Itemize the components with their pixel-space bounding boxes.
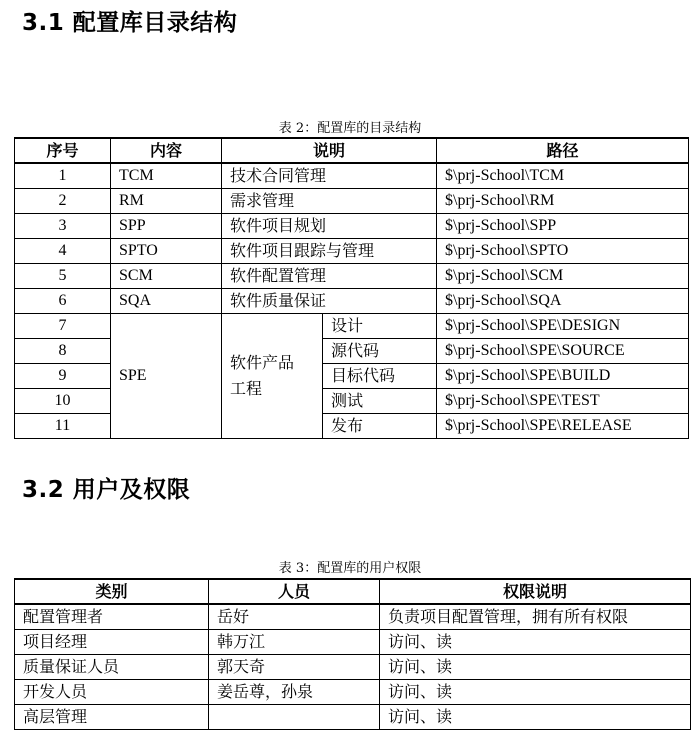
section-title-directory: 3.1 配置库目录结构: [22, 10, 238, 36]
table-header-row: [15, 138, 689, 163]
row-no: 7: [15, 313, 111, 338]
row-no: 8: [15, 338, 111, 363]
header-no: 序号: [15, 138, 111, 163]
row-no: 11: [15, 413, 111, 438]
row-no: 1: [15, 163, 111, 188]
row-subcategory: 测试: [323, 388, 437, 413]
table-header-row: [15, 579, 691, 604]
row-person: [209, 704, 380, 729]
row-no: 9: [15, 363, 111, 388]
table-row: [15, 288, 689, 313]
row-description: 软件质量保证: [222, 288, 437, 313]
row-category: 质量保证人员: [15, 654, 209, 679]
row-category: 配置管理者: [15, 604, 209, 629]
table-row: [15, 604, 691, 629]
row-path: $\prj-School\SPE\RELEASE: [437, 413, 689, 438]
table-row: [15, 679, 691, 704]
table2-caption: 表 2：配置库的目录结构: [278, 121, 422, 136]
row-path: $\prj-School\SPE\SOURCE: [437, 338, 689, 363]
table-row: [15, 163, 689, 188]
row-description: 软件项目规划: [222, 213, 437, 238]
spe-description: [222, 313, 323, 438]
header-description: 说明: [222, 138, 437, 163]
row-no: 4: [15, 238, 111, 263]
row-no: 6: [15, 288, 111, 313]
row-content: SPTO: [111, 238, 222, 263]
row-content: RM: [111, 188, 222, 213]
row-subcategory: 发布: [323, 413, 437, 438]
row-description: 软件配置管理: [222, 263, 437, 288]
row-permission: 访问、读: [380, 704, 691, 729]
row-permission: 负责项目配置管理，拥有所有权限: [380, 604, 691, 629]
header-permission: 权限说明: [380, 579, 691, 604]
row-path: $\prj-School\SPE\BUILD: [437, 363, 689, 388]
row-content: TCM: [111, 163, 222, 188]
row-content: SCM: [111, 263, 222, 288]
header-person: 人员: [209, 579, 380, 604]
table-row: [15, 238, 689, 263]
spe-description-line1: 软件产品: [230, 352, 295, 372]
row-category: 高层管理: [15, 704, 209, 729]
row-permission: 访问、读: [380, 629, 691, 654]
row-description: 需求管理: [222, 188, 437, 213]
row-path: $\prj-School\SQA: [437, 288, 689, 313]
row-path: $\prj-School\SPTO: [437, 238, 689, 263]
row-path: $\prj-School\SPE\DESIGN: [437, 313, 689, 338]
row-category: 开发人员: [15, 679, 209, 704]
row-description: 软件项目跟踪与管理: [222, 238, 437, 263]
table3-caption: 表 3：配置库的用户权限: [278, 561, 422, 576]
row-path: $\prj-School\SPP: [437, 213, 689, 238]
table-row: [15, 263, 689, 288]
user-permission-table: [14, 578, 691, 730]
table-row: [15, 704, 691, 729]
spe-content: SPE: [111, 313, 222, 438]
row-path: $\prj-School\SPE\TEST: [437, 388, 689, 413]
table-row: [15, 213, 689, 238]
row-path: $\prj-School\RM: [437, 188, 689, 213]
row-subcategory: 设计: [323, 313, 437, 338]
row-no: 3: [15, 213, 111, 238]
section-title-users: 3.2 用户及权限: [22, 477, 191, 503]
table-row: [15, 188, 689, 213]
row-content: SQA: [111, 288, 222, 313]
table-row: [15, 654, 691, 679]
row-subcategory: 源代码: [323, 338, 437, 363]
row-path: $\prj-School\TCM: [437, 163, 689, 188]
row-no: 10: [15, 388, 111, 413]
spe-description-line2: 工程: [230, 378, 263, 398]
row-no: 2: [15, 188, 111, 213]
header-category: 类别: [15, 579, 209, 604]
row-person: 韩万江: [209, 629, 380, 654]
row-person: 姜岳尊，孙泉: [209, 679, 380, 704]
header-path: 路径: [437, 138, 689, 163]
table-row: [15, 629, 691, 654]
row-path: $\prj-School\SCM: [437, 263, 689, 288]
row-permission: 访问、读: [380, 679, 691, 704]
row-content: SPP: [111, 213, 222, 238]
row-no: 5: [15, 263, 111, 288]
row-description: 技术合同管理: [222, 163, 437, 188]
header-content: 内容: [111, 138, 222, 163]
directory-structure-table: [14, 137, 689, 439]
row-permission: 访问、读: [380, 654, 691, 679]
row-person: 岳好: [209, 604, 380, 629]
row-person: 郭天奇: [209, 654, 380, 679]
table-row: [15, 313, 689, 338]
row-subcategory: 目标代码: [323, 363, 437, 388]
row-category: 项目经理: [15, 629, 209, 654]
